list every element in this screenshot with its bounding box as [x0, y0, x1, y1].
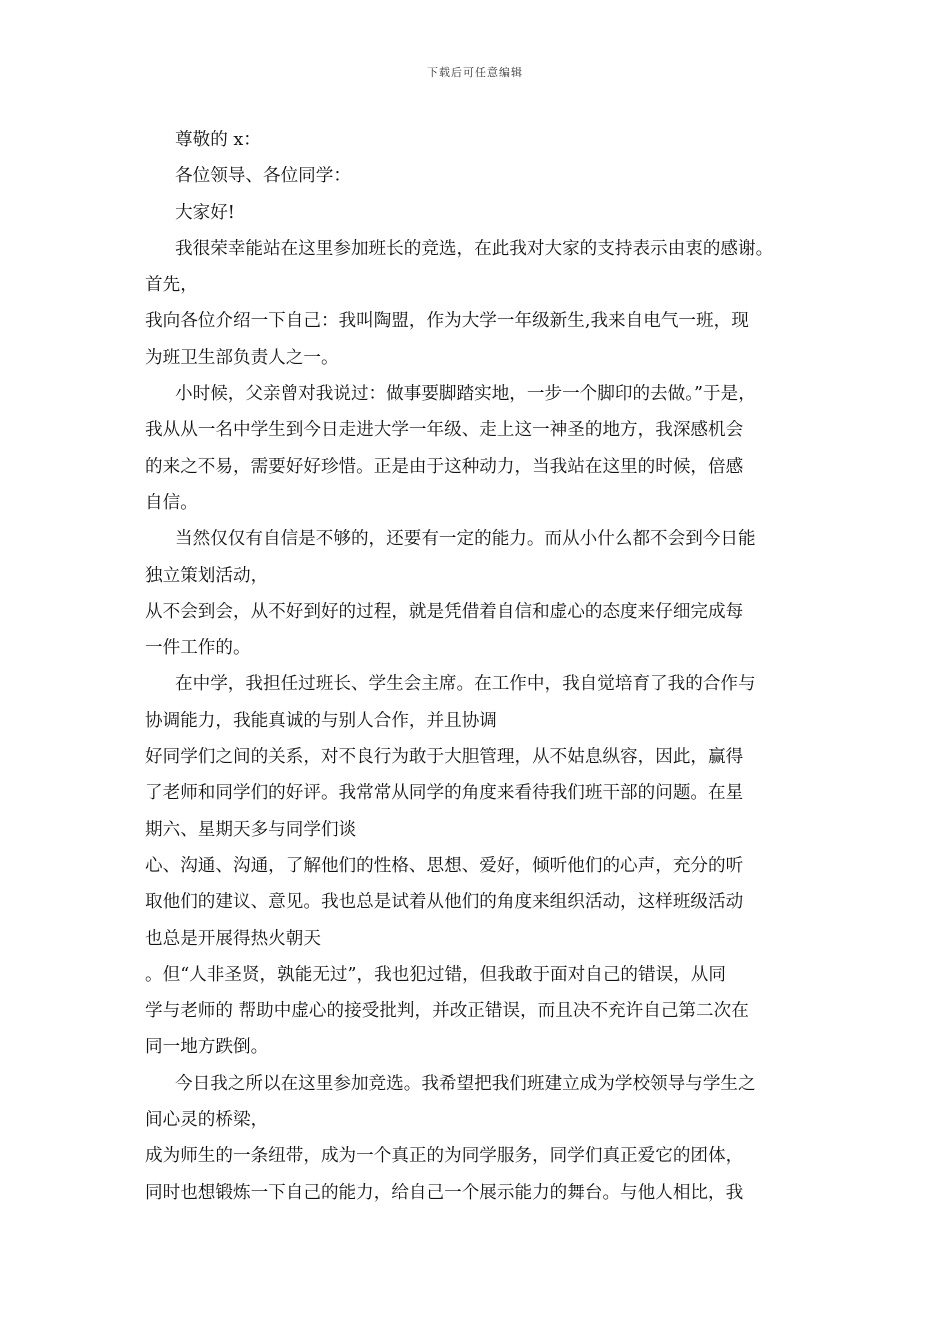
text-line: 的来之不易，需要好好珍惜。正是由于这种动力，当我站在这里的时候，倍感: [145, 456, 744, 477]
text-line: 我向各位介绍一下自己：我叫陶盟，作为大学一年级新生,我来自电气一班，现: [145, 311, 749, 332]
text-line: 首先，: [145, 275, 198, 296]
page-header: 下载后可任意编辑: [427, 66, 523, 79]
text-line: 也总是开展得热火朝天: [145, 928, 321, 949]
text-line: 尊敬的 x：: [175, 130, 261, 150]
text-line: 一件工作的。: [145, 638, 251, 659]
text-line: 。但“人非圣贤，孰能无过”，我也犯过错，但我敢于面对自己的错误，从同: [145, 964, 726, 985]
text-line: 间心灵的桥梁，: [145, 1110, 269, 1131]
text-line: 期六、星期天多与同学们谈: [145, 819, 357, 840]
text-line: 同时也想锻炼一下自己的能力，给自己一个展示能力的舞台。与他人相比，我: [145, 1182, 744, 1203]
text-line: 同一地方跌倒。: [145, 1037, 269, 1058]
text-line: 各位领导、各位同学：: [175, 166, 351, 187]
text-line: 成为师生的一条纽带，成为一个真正的为同学服务，同学们真正爱它的团体，: [145, 1146, 744, 1167]
text-line: 为班卫生部负责人之一。: [145, 347, 339, 368]
text-line: 今日我之所以在这里参加竞选。我希望把我们班建立成为学校领导与学生之: [175, 1073, 756, 1094]
text-line: 大家好!: [175, 202, 235, 223]
text-line: 在中学，我担任过班长、学生会主席。在工作中，我自觉培育了我的合作与: [175, 674, 756, 695]
text-line: 独立策划活动，: [145, 565, 269, 586]
text-line: 当然仅仅有自信是不够的，还要有一定的能力。而从小什么都不会到今日能: [175, 529, 756, 550]
text-line: 协调能力，我能真诚的与别人合作，并且协调: [145, 710, 497, 731]
text-line: 我很荣幸能站在这里参加班长的竞选，在此我对大家的支持表示由衷的感谢。: [175, 238, 774, 259]
text-line: 我从从一名中学生到今日走进大学一年级、走上这一神圣的地方，我深感机会: [145, 420, 744, 441]
text-line: 取他们的建议、意见。我也总是试着从他们的角度来组织活动，这样班级活动: [145, 892, 744, 913]
text-line: 好同学们之间的关系，对不良行为敢于大胆管理，从不姑息纵容，因此，赢得: [145, 747, 744, 768]
text-line: 了老师和同学们的好评。我常常从同学的角度来看待我们班干部的问题。在星: [145, 783, 744, 804]
text-line: 自信。: [145, 492, 198, 513]
text-line: 心、沟通、沟通，了解他们的性格、思想、爱好，倾听他们的心声，充分的听: [145, 855, 744, 876]
text-line: 小时候，父亲曾对我说过：做事要脚踏实地，一步一个脚印的去做。”于是，: [175, 384, 756, 405]
text-line: 学与老师的 帮助中虚心的接受批判，并改正错误，而且决不充许自己第二次在: [145, 1001, 749, 1022]
text-line: 从不会到会，从不好到好的过程，就是凭借着自信和虚心的态度来仔细完成每: [145, 601, 744, 622]
document-body: [145, 122, 815, 1211]
